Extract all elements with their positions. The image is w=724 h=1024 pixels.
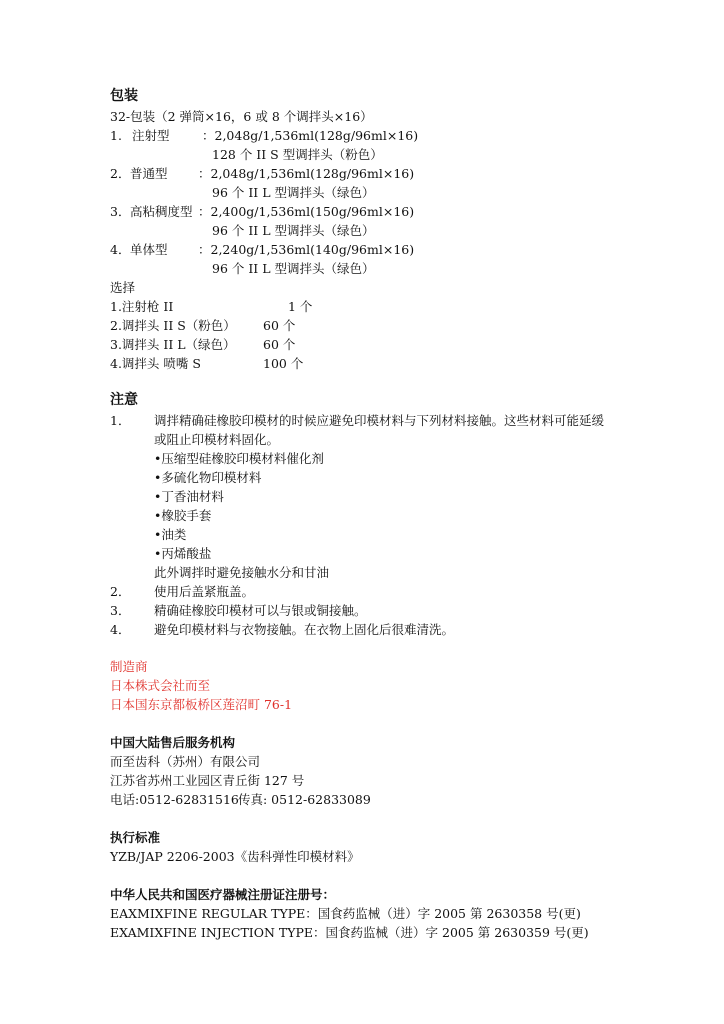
manufacturer-title: 制造商 xyxy=(110,659,148,674)
note-bullet: •丙烯酸盐 xyxy=(154,546,212,561)
packaging-item-name: 高粘稠度型 xyxy=(130,204,193,219)
service-address: 江苏省苏州工业园区青丘街 127 号 xyxy=(110,773,305,788)
note-bullet: •多硫化物印模材料 xyxy=(154,470,262,485)
registration-regular: EAXMIXFINE REGULAR TYPE：国食药监械（进）字 2005 第 2630358 号(更) xyxy=(110,906,581,921)
note-text: 避免印模材料与衣物接触。在衣物上固化后很难清洗。 xyxy=(154,622,455,637)
registration-title: 中华人民共和国医疗器械注册证注册号： xyxy=(110,887,336,902)
note-text: 或阻止印模材料固化。 xyxy=(154,432,280,447)
options-title: 选择 xyxy=(110,280,136,295)
option-qty: 100 个 xyxy=(263,356,304,371)
packaging-item-tips: 96 个 II L 型调拌头（绿色） xyxy=(212,185,375,200)
service-company: 而至齿科（苏州）有限公司 xyxy=(110,754,261,769)
note-bullet: •油类 xyxy=(154,527,187,542)
packaging-item-num: 3． xyxy=(110,204,131,219)
note-number: 2． xyxy=(110,584,131,599)
note-bullet: •丁香油材料 xyxy=(154,489,224,504)
option-qty: 1 个 xyxy=(288,299,313,314)
note-bullet: •橡胶手套 xyxy=(154,508,212,523)
service-phone: 电话:0512-62831516 xyxy=(110,792,239,807)
note-text: 此外调拌时避免接触水分和甘油 xyxy=(154,565,330,580)
packaging-item-spec: ：2,400g/1,536ml(150g/96ml×16) xyxy=(198,204,415,219)
packaging-item-tips: 128 个 II S 型调拌头（粉色） xyxy=(212,147,383,162)
packaging-intro: 32-包装（2 弹筒×16，6 或 8 个调拌头×16） xyxy=(110,109,373,124)
manufacturer-name: 日本株式会社而至 xyxy=(110,678,211,693)
note-number: 3． xyxy=(110,603,131,618)
packaging-item-spec: ：2,240g/1,536ml(140g/96ml×16) xyxy=(198,242,415,257)
packaging-item-tips: 96 个 II L 型调拌头（绿色） xyxy=(212,223,375,238)
note-text: 使用后盖紧瓶盖。 xyxy=(154,584,255,599)
packaging-item-name: 普通型 xyxy=(130,166,168,181)
manufacturer-address: 日本国东京都板桥区莲沼町 76-1 xyxy=(110,697,293,712)
option-name: 1.注射枪 II xyxy=(110,299,174,314)
note-bullet: •压缩型硅橡胶印模材料催化剂 xyxy=(154,451,324,466)
option-qty: 60 个 xyxy=(263,318,296,333)
note-number: 4． xyxy=(110,622,131,637)
note-text: 精确硅橡胶印模材可以与银或铜接触。 xyxy=(154,603,367,618)
option-name: 2.调拌头 II S（粉色） xyxy=(110,318,236,333)
packaging-title: 包装 xyxy=(110,88,138,104)
packaging-item-num: 4． xyxy=(110,242,131,257)
registration-injection: EXAMIXFINE INJECTION TYPE：国食药监械（进）字 2005 第 2630359 号(更) xyxy=(110,925,589,940)
option-qty: 60 个 xyxy=(263,337,296,352)
option-name: 4.调拌头 喷嘴 S xyxy=(110,356,201,371)
packaging-item-spec: ：2,048g/1,536ml(128g/96ml×16) xyxy=(198,166,415,181)
service-title: 中国大陆售后服务机构 xyxy=(110,735,236,750)
packaging-item-spec: ：2,048g/1,536ml(128g/96ml×16) xyxy=(202,128,419,143)
packaging-item-name: 单体型 xyxy=(130,242,168,257)
notes-title: 注意 xyxy=(110,392,138,408)
note-text: 调拌精确硅橡胶印模材的时候应避免印模材料与下列材料接触。这些材料可能延缓 xyxy=(154,413,605,428)
standard-value: YZB/JAP 2206-2003《齿科弹性印模材料》 xyxy=(110,849,360,864)
note-number: 1． xyxy=(110,413,131,428)
packaging-item-num: 2． xyxy=(110,166,131,181)
option-name: 3.调拌头 II L（绿色） xyxy=(110,337,236,352)
packaging-item-name: 注射型 xyxy=(132,128,170,143)
packaging-item-tips: 96 个 II L 型调拌头（绿色） xyxy=(212,261,375,276)
service-fax: 传真: 0512-62833089 xyxy=(238,792,371,807)
standard-title: 执行标准 xyxy=(110,830,161,845)
packaging-item-num: 1. xyxy=(110,128,122,143)
